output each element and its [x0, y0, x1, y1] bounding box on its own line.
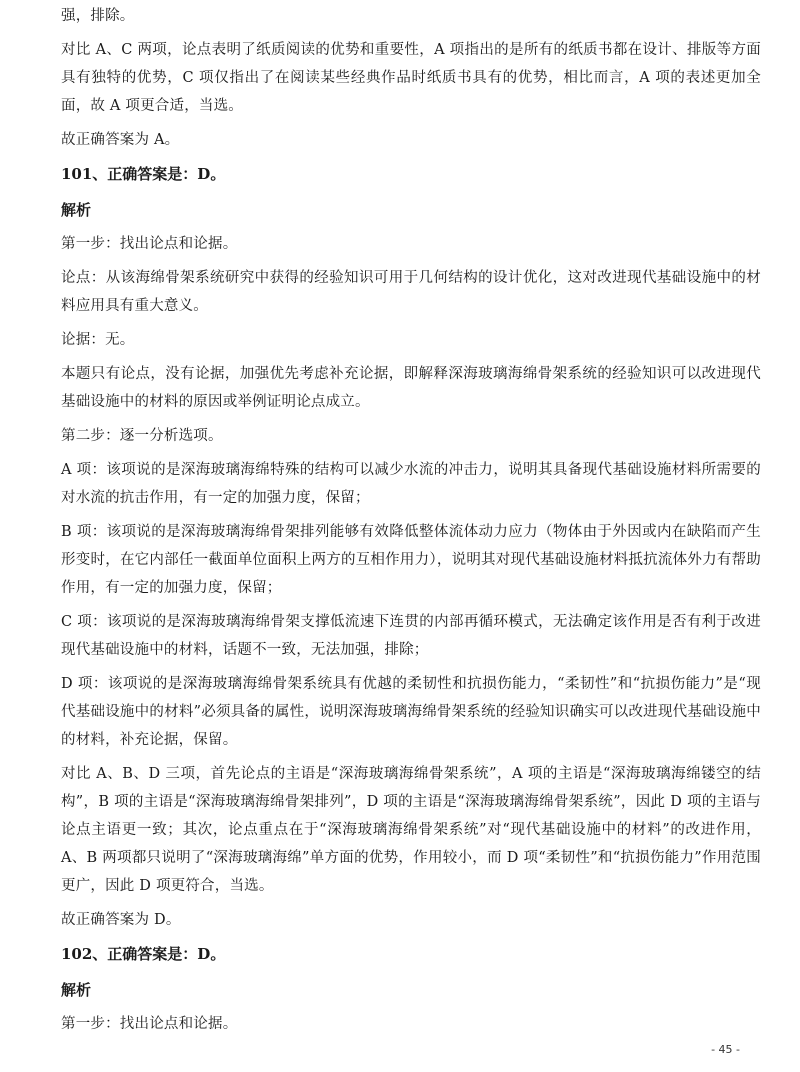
paragraph: 对比 A、B、D 三项，首先论点的主语是“深海玻璃海绵骨架系统”，A 项的主语是“深海玻璃海绵镂空的结构”，B 项的主语是“深海玻璃海绵骨架排列”，D 项的主语是“深海玻璃海绵骨架系统”，因此 D 项的主语与论点主语更一致；其次，论点重点在于“深海玻璃海绵骨架系统”对“现代基础设施中的材料”的改进作用，A、B 两项都只说明了“深海玻璃海绵”单方面的优势，作用较小，而 D 项“柔韧性”和“抗损伤能力”作用范围更广，因此 D 项更符合，当选。: [61, 766, 761, 894]
question-101-answer-heading: 101、正确答案是：D。: [61, 165, 226, 183]
paragraph: 论据：无。: [61, 332, 135, 348]
page-number: - 45 -: [711, 1043, 740, 1056]
paragraph: 本题只有论点，没有论据，加强优先考虑补充论据，即解释深海玻璃海绵骨架系统的经验知识可以改进现代基础设施中的材料的原因或举例证明论点成立。: [61, 366, 761, 410]
question-102-answer-heading: 102、正确答案是：D。: [61, 945, 226, 963]
paragraph: C 项：该项说的是深海玻璃海绵骨架支撑低流速下连贯的内部再循环模式，无法确定该作用是否有利于改进现代基础设施中的材料，话题不一致，无法加强，排除；: [61, 614, 761, 658]
question-101-analysis-label: 解析: [61, 201, 92, 219]
document-content: [61, 2, 761, 1044]
paragraph: 第一步：找出论点和论据。: [61, 236, 238, 252]
paragraph: 故正确答案为 A。: [61, 132, 180, 148]
paragraph: 第二步：逐一分析选项。: [61, 428, 223, 444]
paragraph: 故正确答案为 D。: [61, 912, 181, 928]
paragraph: A 项：该项说的是深海玻璃海绵特殊的结构可以减少水流的冲击力，说明其具备现代基础设施材料所需要的对水流的抗击作用，有一定的加强力度，保留；: [61, 462, 761, 506]
paragraph: D 项：该项说的是深海玻璃海绵骨架系统具有优越的柔韧性和抗损伤能力，“柔韧性”和“抗损伤能力”是“现代基础设施中的材料”必须具备的属性，说明深海玻璃海绵骨架系统的经验知识确实可以改进现代基础设施中的材料，补充论据，保留。: [61, 676, 761, 748]
paragraph: 论点：从该海绵骨架系统研究中获得的经验知识可用于几何结构的设计优化，这对改进现代基础设施中的材料应用具有重大意义。: [61, 270, 761, 314]
question-102-analysis-label: 解析: [61, 981, 92, 999]
paragraph: B 项：该项说的是深海玻璃海绵骨架排列能够有效降低整体流体动力应力（物体由于外因或内在缺陷而产生形变时，在它内部任一截面单位面积上两方的互相作用力），说明其对现代基础设施材料抵抗流体外力有帮助作用，有一定的加强力度，保留；: [61, 524, 761, 596]
paragraph: 第一步：找出论点和论据。: [61, 1016, 238, 1032]
paragraph: 对比 A、C 两项，论点表明了纸质阅读的优势和重要性，A 项指出的是所有的纸质书都在设计、排版等方面具有独特的优势，C 项仅指出了在阅读某些经典作品时纸质书具有的优势，相比而言，A 项的表述更加全面，故 A 项更合适，当选。: [61, 42, 761, 114]
paragraph: 强，排除。: [61, 8, 135, 24]
